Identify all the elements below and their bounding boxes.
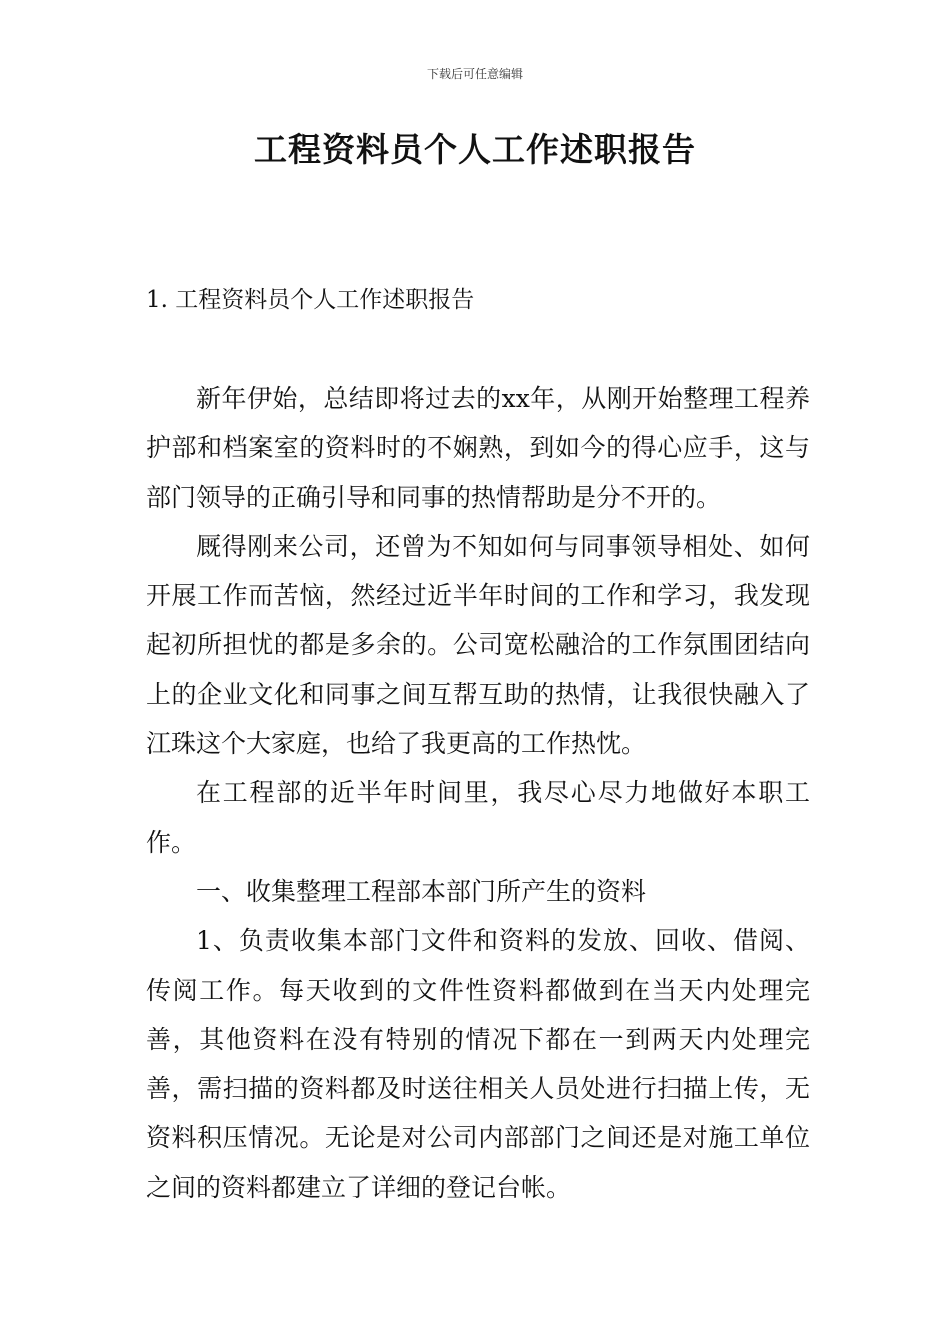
document-title: 工程资料员个人工作述职报告: [254, 130, 696, 169]
section-heading: 1. 工程资料员个人工作述职报告: [146, 287, 475, 313]
paragraph-intro: 新年伊始，总结即将过去的xx年，从刚开始整理工程养护部和档案室的资料时的不娴熟，到如今的得心应手，这与部门领导的正确引导和同事的热情帮助是分不开的。: [146, 384, 810, 512]
body-text: [146, 374, 810, 1212]
paragraph-recall: 厩得刚来公司，还曾为不知如何与同事领导相处、如何开展工作而苦恼，然经过近半年时间的工作和学习，我发现起初所担忧的都是多余的。公司宽松融洽的工作氛围团结向上的企业文化和同事之间互帮互助的热情，让我很快融入了江珠这个大家庭，也给了我更高的工作热忱。: [146, 531, 810, 759]
header-note: 下载后可任意编辑: [426, 67, 523, 81]
paragraph-subheading-one: 一、收集整理工程部本部门所产生的资料: [196, 876, 647, 906]
paragraph-item-one: 1、负责收集本部门文件和资料的发放、回收、借阅、传阅工作。每天收到的文件性资料都做到在当天内处理完善，其他资料在没有特别的情况下都在一到两天内处理完善，需扫描的资料都及时送往相关人员处进行扫描上传，无资料积压情况。无论是对公司内部部门之间还是对施工单位之间的资料都建立了详细的登记台帐。: [146, 926, 810, 1202]
paragraph-duty: 在工程部的近半年时间里，我尽心尽力地做好本职工作。: [146, 778, 810, 857]
